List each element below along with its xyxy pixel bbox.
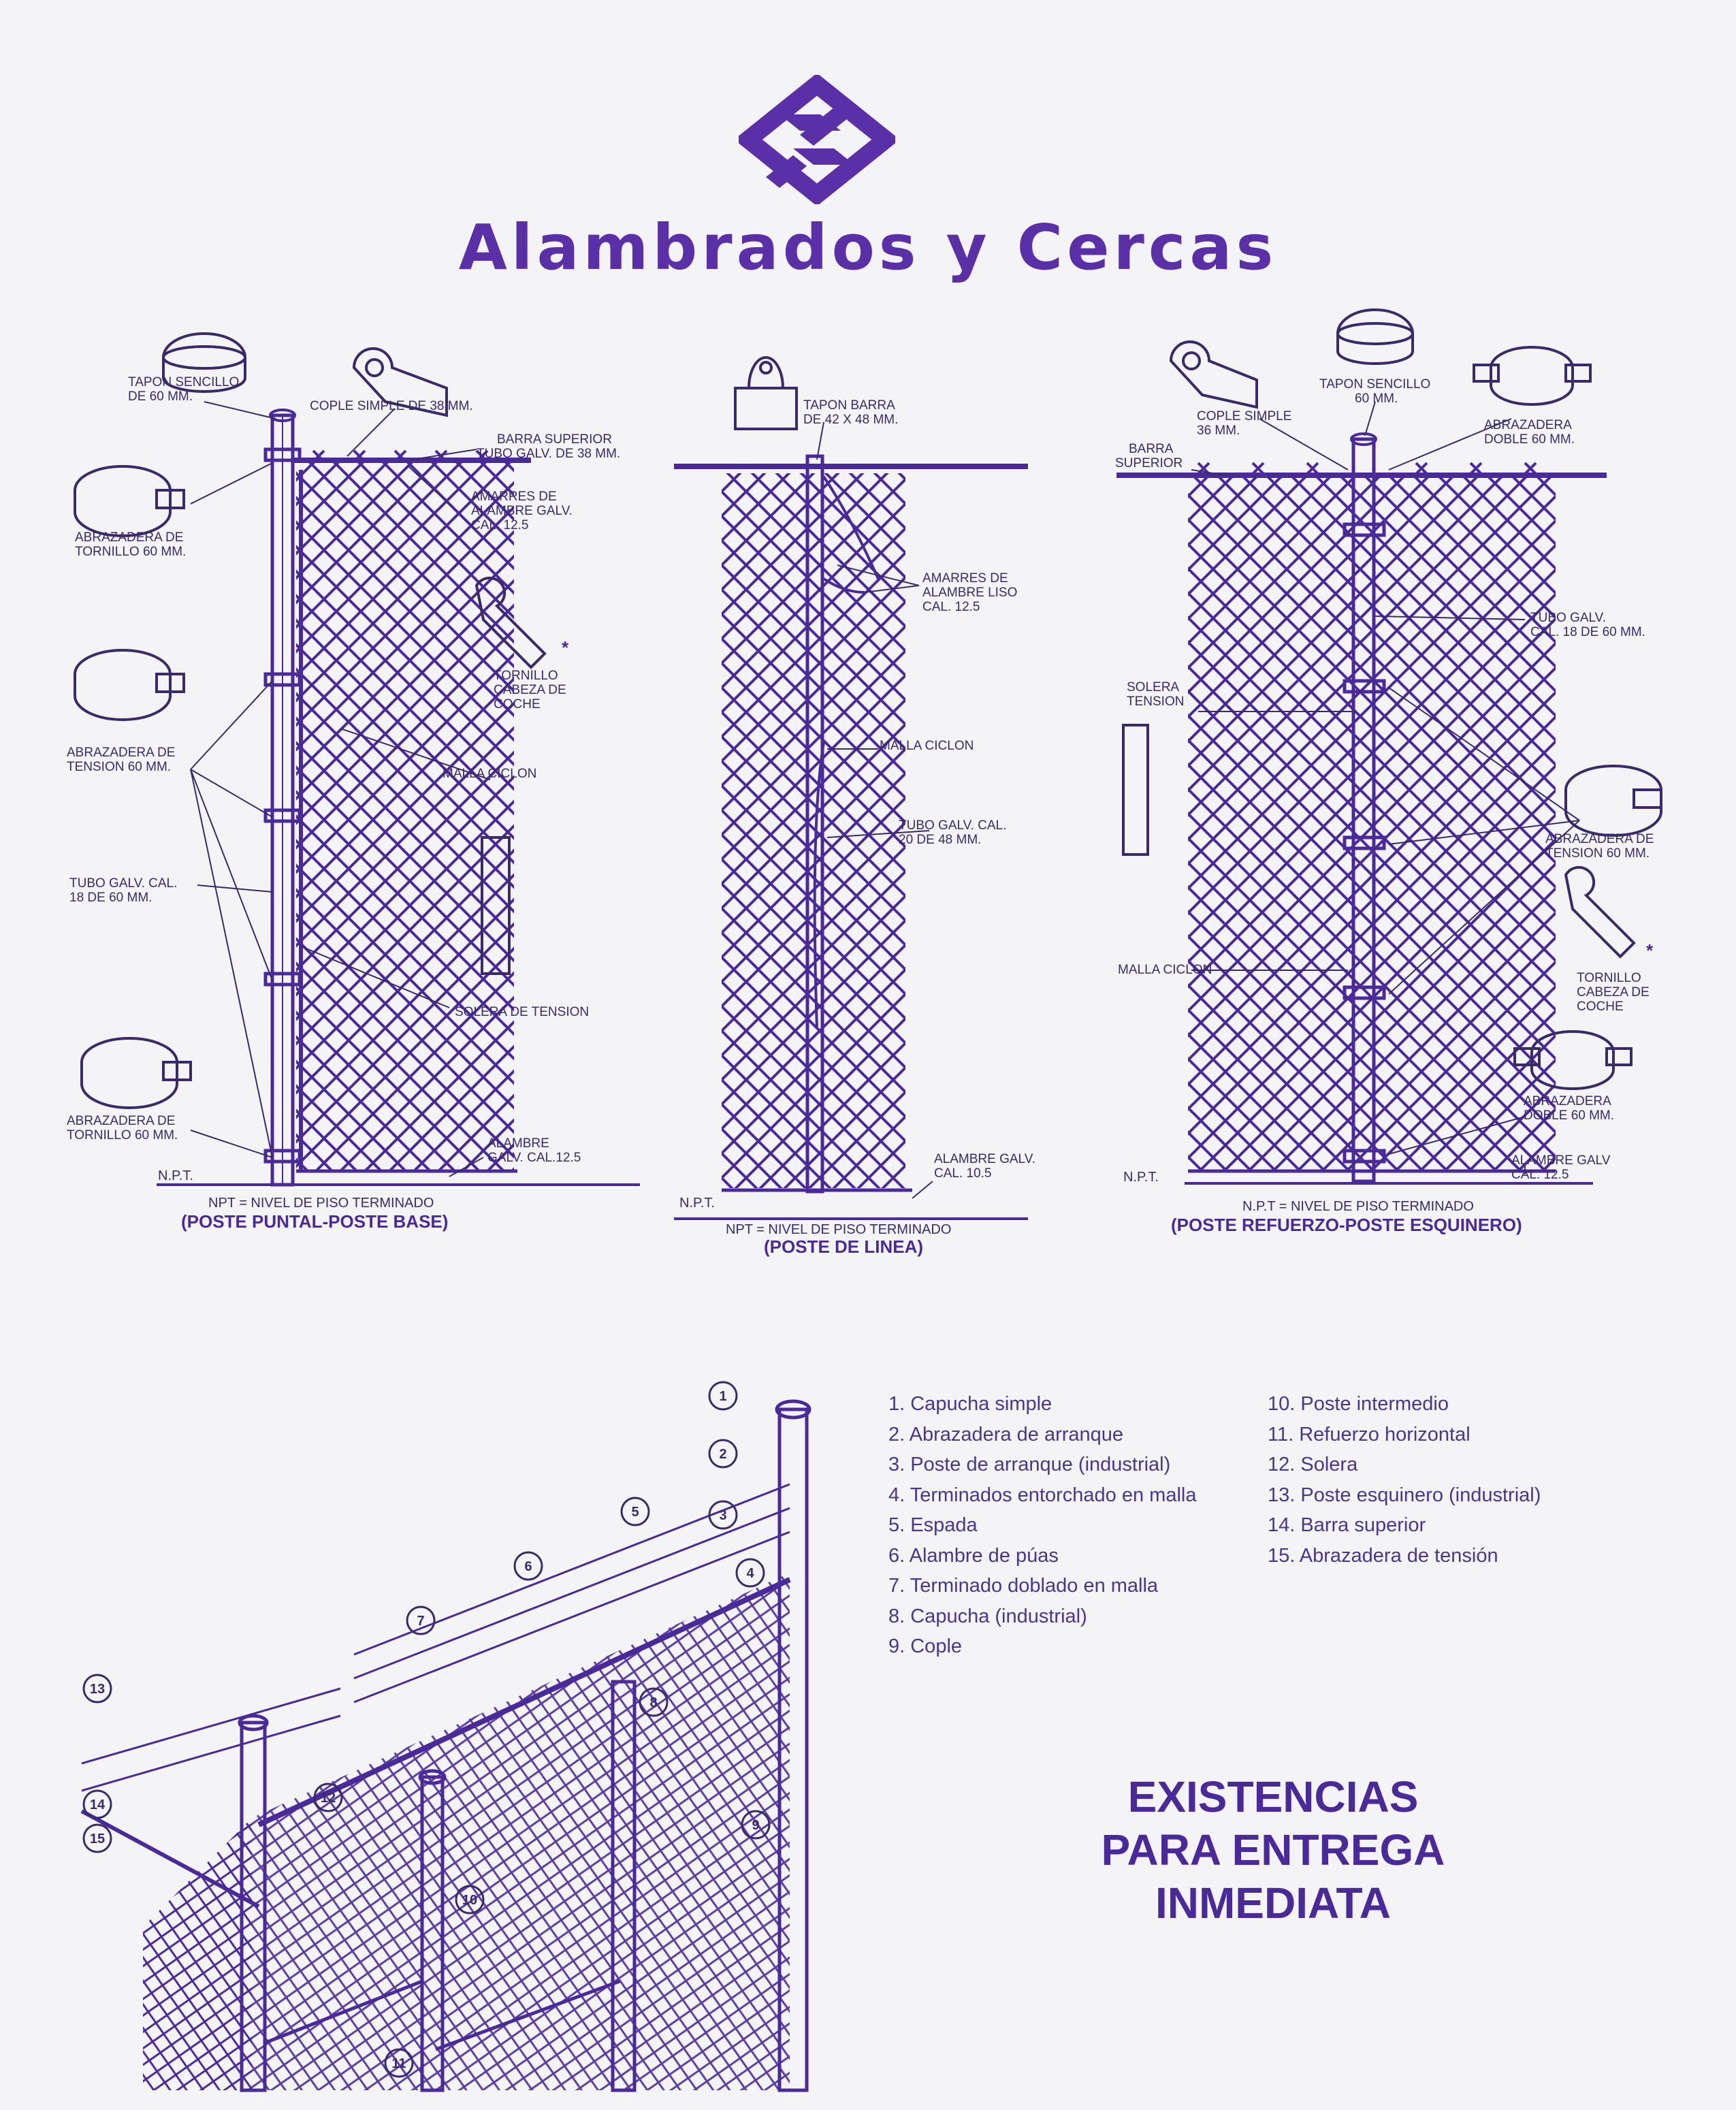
label-abr-top-1: ABRAZADERA DE <box>75 530 184 545</box>
label-cople: COPLE SIMPLE DE 38 MM. <box>310 399 473 413</box>
label-tapon-2: 60 MM. <box>1355 391 1398 406</box>
label-doble-top-1: ABRAZADERA <box>1484 418 1572 432</box>
npt-long-left: NPT = NIVEL DE PISO TERMINADO <box>208 1196 434 1211</box>
caption-left: (POSTE PUNTAL-POSTE BASE) <box>181 1211 449 1232</box>
legend-item: 13. Poste esquinero (industrial) <box>1268 1484 1541 1506</box>
svg-text:*: * <box>562 637 569 658</box>
legend-item: 12. Solera <box>1268 1454 1358 1475</box>
callout-11: 11 <box>391 2056 406 2071</box>
label-tubo-1: TUBO GALV. CAL. <box>69 876 178 891</box>
diagram-poste-linea <box>660 320 1082 1260</box>
label-alambre-2: CAL. 12.5 <box>1511 1168 1569 1182</box>
label-abr-top-2: TORNILLO 60 MM. <box>75 545 187 559</box>
label-tension-2: TENSION 60 MM. <box>1545 846 1650 861</box>
npt-long-center: NPT = NIVEL DE PISO TERMINADO <box>726 1222 952 1237</box>
callout-1: 1 <box>719 1389 727 1404</box>
stock-line-2: PARA ENTREGA <box>1101 1825 1445 1874</box>
label-solera: SOLERA DE TENSION <box>455 1005 590 1019</box>
npt-long-right: N.P.T = NIVEL DE PISO TERMINADO <box>1242 1199 1474 1214</box>
label-amarres-1: AMARRES DE <box>471 490 557 504</box>
npt-short-right: N.P.T. <box>1123 1170 1159 1185</box>
callout-3: 3 <box>719 1508 727 1523</box>
label-amarres-2: ALAMBRE GALV. <box>471 504 573 518</box>
label-solera-2: TENSION <box>1127 694 1185 709</box>
stock-notice <box>1008 1770 1539 1930</box>
callout-8: 8 <box>649 1695 658 1710</box>
label-tension-2: TENSION 60 MM. <box>67 760 172 774</box>
label-tension-1: ABRAZADERA DE <box>67 746 176 760</box>
label-doble-bot-2: DOBLE 60 MM. <box>1524 1108 1615 1123</box>
legend-item: 6. Alambre de púas <box>888 1544 1059 1567</box>
legend-item: 15. Abrazadera de tensión <box>1268 1544 1498 1567</box>
callout-4: 4 <box>746 1566 754 1581</box>
legend-item: 2. Abrazadera de arranque <box>888 1423 1124 1445</box>
legend-item: 9. Cople <box>888 1635 963 1657</box>
legend-item: 3. Poste de arranque (industrial) <box>888 1454 1171 1475</box>
label-tapon-1: TAPON SENCILLO <box>128 375 240 389</box>
label-tornillo-2: CABEZA DE <box>1577 985 1650 1000</box>
legend-right <box>1268 1389 1541 1571</box>
npt-short-center: N.P.T. <box>679 1196 715 1211</box>
diagram-poste-refuerzo <box>1103 300 1702 1253</box>
legend-item: 8. Capucha (industrial) <box>888 1605 1087 1627</box>
label-tornillo-3: COCHE <box>1577 1000 1624 1014</box>
legend-item: 1. Capucha simple <box>888 1393 1052 1415</box>
callout-14: 14 <box>89 1797 106 1812</box>
label-malla: MALLA CICLON <box>1118 963 1212 977</box>
callout-12: 12 <box>320 1791 336 1806</box>
legend-item: 5. Espada <box>888 1514 978 1536</box>
label-tapon-1: TAPON BARRA <box>803 398 895 413</box>
label-tornillo-3: COCHE <box>494 697 541 712</box>
brand-title: Alambrados y Cercas <box>458 211 1278 284</box>
label-tension-1: ABRAZADERA DE <box>1545 832 1654 846</box>
brand-logo <box>739 75 895 204</box>
label-tapon-2: DE 60 MM. <box>128 389 193 404</box>
callout-6: 6 <box>524 1559 532 1574</box>
callout-10: 10 <box>462 1893 478 1908</box>
label-alambre-2: GALV. CAL.12.5 <box>487 1151 581 1165</box>
legend-item: 10. Poste intermedio <box>1268 1393 1449 1415</box>
label-alambre-1: ALAMBRE <box>487 1136 549 1151</box>
label-amarres-1: AMARRES DE <box>922 571 1008 586</box>
callout-13: 13 <box>89 1682 106 1697</box>
label-tubo-1: TUBO GALV. CAL. <box>899 818 1007 833</box>
label-tubo-2: CAL. 18 DE 60 MM. <box>1530 625 1645 639</box>
svg-text:*: * <box>1646 940 1654 961</box>
callout-5: 5 <box>631 1505 639 1520</box>
npt-short-left: N.P.T. <box>158 1168 193 1183</box>
legend-item: 14. Barra superior <box>1268 1514 1426 1536</box>
callout-7: 7 <box>417 1614 425 1629</box>
legend-left <box>888 1389 1196 1662</box>
callout-2: 2 <box>719 1447 727 1462</box>
stock-line-3: INMEDIATA <box>1155 1879 1392 1928</box>
label-tapon-2: DE 42 X 48 MM. <box>803 413 899 427</box>
label-tubo-1: TUBO GALV. <box>1530 611 1606 625</box>
label-barra-2: SUPERIOR <box>1115 456 1183 470</box>
caption-right: (POSTE REFUERZO-POSTE ESQUINERO) <box>1171 1215 1522 1235</box>
label-tornillo-1: TORNILLO <box>1577 971 1641 985</box>
caption-center: (POSTE DE LINEA) <box>764 1236 924 1257</box>
label-tapon-1: TAPON SENCILLO <box>1319 377 1431 391</box>
label-doble-top-2: DOBLE 60 MM. <box>1484 432 1575 447</box>
label-cople-2: 36 MM. <box>1197 423 1240 438</box>
label-abr-bot-1: ABRAZADERA DE <box>67 1114 176 1128</box>
label-solera-1: SOLERA <box>1127 680 1180 694</box>
legend-item: 4. Terminados entorchado en malla <box>888 1484 1197 1506</box>
label-barra-1: BARRA <box>1129 442 1174 456</box>
label-tornillo-1: TORNILLO <box>494 669 558 683</box>
label-malla: MALLA CICLON <box>880 739 974 753</box>
callout-9: 9 <box>752 1818 760 1833</box>
legend-item: 11. Refuerzo horizontal <box>1268 1423 1470 1445</box>
label-amarres-3: CAL. 12.5 <box>922 600 980 614</box>
label-malla: MALLA CICLON <box>443 767 537 781</box>
label-barra-1: BARRA SUPERIOR <box>497 432 612 447</box>
legend-item: 7. Terminado doblado en malla <box>888 1575 1159 1597</box>
diagram-poste-puntal <box>54 293 654 1246</box>
stock-line-1: EXISTENCIAS <box>1127 1772 1419 1821</box>
label-alambre-1: ALAMBRE GALV. <box>934 1152 1035 1166</box>
label-tubo-2: 18 DE 60 MM. <box>69 891 152 905</box>
label-alambre-2: CAL. 10.5 <box>934 1166 992 1181</box>
label-cople-1: COPLE SIMPLE <box>1197 409 1292 423</box>
label-tornillo-2: CABEZA DE <box>494 683 566 697</box>
diagram-fence-perspective <box>68 1369 871 2104</box>
label-barra-2: TUBO GALV. DE 38 MM. <box>477 447 621 461</box>
label-doble-bot-1: ABRAZADERA <box>1524 1094 1611 1108</box>
label-alambre-1: ALAMBRE GALV <box>1511 1153 1611 1168</box>
label-abr-bot-2: TORNILLO 60 MM. <box>67 1128 178 1142</box>
callout-15: 15 <box>89 1832 106 1847</box>
label-tubo-2: 20 DE 48 MM. <box>899 833 982 847</box>
label-amarres-2: ALAMBRE LISO <box>922 586 1018 600</box>
label-amarres-3: CAL. 12.5 <box>471 518 529 532</box>
